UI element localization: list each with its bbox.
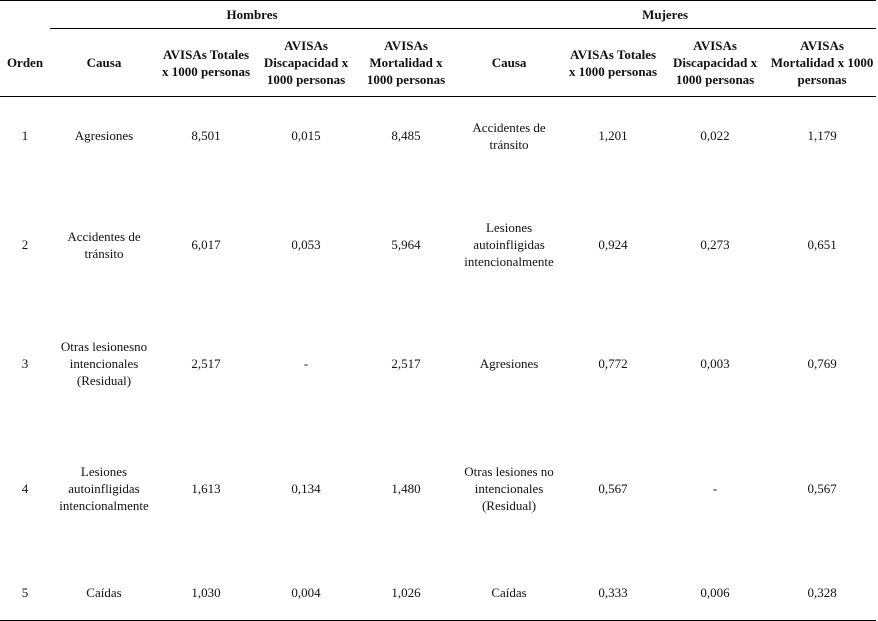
- causa-women-cell: Agresiones: [479, 356, 539, 371]
- causa-men-cell: Caídas: [50, 565, 158, 621]
- table-row: [0, 97, 876, 175]
- table-row: [0, 413, 876, 565]
- causa-women-cell: Caídas: [454, 565, 564, 621]
- col-discapacidad-women-header: AVISAs Discapacidad x 1000 personas: [662, 29, 768, 97]
- totales-men-cell: 2,517: [191, 356, 221, 371]
- table-row: [0, 175, 876, 315]
- mortalidad-women-cell: 0,769: [807, 356, 837, 371]
- discapacidad-men-cell: 0,053: [291, 237, 321, 252]
- discapacidad-women-cell: 0,003: [700, 356, 730, 371]
- group-women-header: Mujeres: [454, 1, 876, 29]
- causa-women-cell: Accidentes de tránsito: [472, 119, 546, 152]
- col-totales-women-header: AVISAs Totales x 1000 personas: [564, 29, 662, 97]
- mortalidad-men-cell: 5,964: [391, 237, 421, 252]
- mortalidad-men-cell: 2,517: [391, 356, 421, 371]
- mortalidad-men-cell: 1,026: [358, 565, 454, 621]
- group-header-row: [0, 1, 876, 29]
- blank-header-cell: [0, 1, 50, 29]
- col-mortalidad-men-header: AVISAs Mortalidad x 1000 personas: [358, 29, 454, 97]
- orden-cell: 1: [21, 128, 29, 144]
- totales-women-cell: 0,333: [564, 565, 662, 621]
- totales-men-cell: 8,501: [191, 128, 221, 144]
- discapacidad-men-cell: 0,004: [254, 565, 358, 621]
- causa-women-cell: Lesiones autoinfligidas intencionalmente: [464, 220, 554, 269]
- discapacidad-women-cell: 0,273: [700, 237, 730, 252]
- col-causa-men-header: Causa: [50, 29, 158, 97]
- mortalidad-women-cell: 0,328: [768, 565, 876, 621]
- totales-women-cell: 0,772: [598, 356, 628, 371]
- totales-women-cell: 0,567: [598, 481, 628, 496]
- discapacidad-men-cell: -: [303, 356, 309, 371]
- table-row: [0, 565, 876, 621]
- mortalidad-women-cell: 1,179: [807, 128, 837, 144]
- discapacidad-women-cell: 0,022: [700, 128, 730, 144]
- col-totales-men-header: AVISAs Totales x 1000 personas: [158, 29, 254, 97]
- discapacidad-men-cell: 0,015: [291, 128, 321, 144]
- causa-men-cell: Otras lesionesno intencionales (Residual): [60, 339, 148, 388]
- discapacidad-women-cell: 0,006: [662, 565, 768, 621]
- group-men-header: Hombres: [50, 1, 454, 29]
- totales-men-cell: 6,017: [191, 237, 221, 252]
- orden-cell: 3: [21, 356, 29, 371]
- causa-men-cell: Lesiones autoinfligidas intencionalmente: [59, 464, 149, 513]
- orden-cell: 4: [21, 481, 29, 496]
- mortalidad-men-cell: 1,480: [391, 481, 421, 496]
- table-row: [0, 315, 876, 413]
- col-orden-header: Orden: [0, 29, 50, 97]
- mortalidad-men-cell: 8,485: [391, 128, 421, 144]
- totales-men-cell: 1,613: [191, 481, 221, 496]
- totales-women-cell: 0,924: [598, 237, 628, 252]
- totales-men-cell: 1,030: [158, 565, 254, 621]
- col-causa-women-header: Causa: [454, 29, 564, 97]
- causa-men-cell: Accidentes de tránsito: [67, 228, 141, 261]
- mortalidad-women-cell: 0,567: [807, 481, 837, 496]
- column-header-row: [0, 29, 876, 97]
- discapacidad-men-cell: 0,134: [291, 481, 321, 496]
- orden-cell: 2: [21, 237, 29, 252]
- orden-cell: 5: [0, 565, 50, 621]
- col-mortalidad-women-header: AVISAs Mortalidad x 1000 personas: [768, 29, 876, 97]
- discapacidad-women-cell: -: [712, 481, 718, 496]
- col-discapacidad-men-header: AVISAs Discapacidad x 1000 personas: [254, 29, 358, 97]
- causa-women-cell: Otras lesiones no intencionales (Residual): [464, 464, 554, 513]
- causa-men-cell: Agresiones: [74, 128, 134, 144]
- totales-women-cell: 1,201: [598, 128, 628, 144]
- mortalidad-women-cell: 0,651: [807, 237, 837, 252]
